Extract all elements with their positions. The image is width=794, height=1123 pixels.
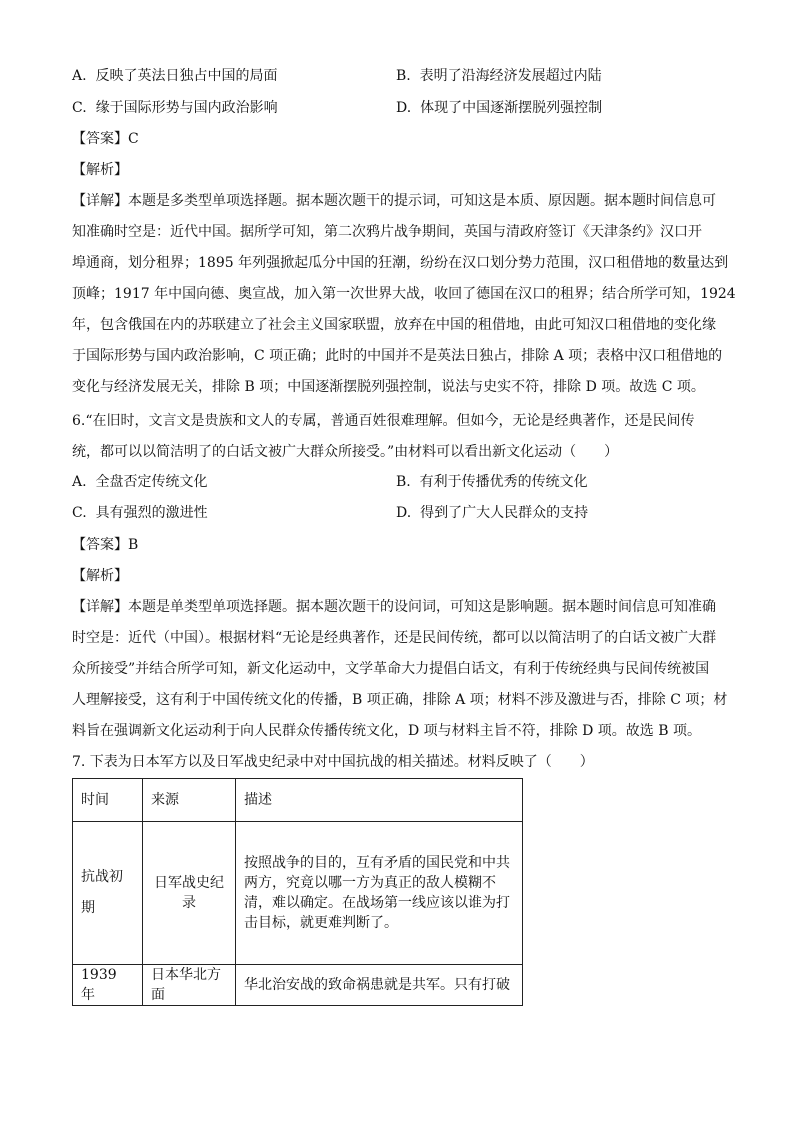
detail-line: 于国际形势与国内政治影响，C 项正确；此时的中国并不是英法日独占，排除 A 项；表格中汉口租借地的 xyxy=(72,348,723,364)
option-text: 体现了中国逐渐摆脱列强控制 xyxy=(420,100,603,116)
description-cell xyxy=(236,822,523,965)
detail-line: 埠通商，划分租界；1895 年列强掀起瓜分中国的狂潮，纷纷在汉口划分势力范围，汉口租借地的数量达到 xyxy=(72,255,729,271)
q6-option-c xyxy=(72,503,208,523)
detail-line: 料旨在强调新文化运动利于向人民群众传播传统文化，D 项与材料主旨不符，排除 D 项。故选 B 项。 xyxy=(72,723,701,739)
cell-line: 清，难以确定。在战场第一线应该以谁为打 xyxy=(244,895,510,911)
header-cell: 来源 xyxy=(143,779,236,822)
time-cell xyxy=(73,822,143,965)
option-key: B. xyxy=(396,474,411,490)
cell-line: 击目标，就更难判断了。 xyxy=(244,915,398,931)
option-key: C. xyxy=(72,100,87,116)
cell-line: 期 xyxy=(81,900,95,916)
q5-analysis-label: 【解析】 xyxy=(72,162,128,178)
detail-line: 知准确时空是：近代中国。据所学可知，第二次鸦片战争期间，英国与清政府签订《天津条约》汉口开 xyxy=(72,224,702,240)
source-cell: 日本华北方面 xyxy=(143,965,236,1006)
table-row xyxy=(73,965,523,1006)
stem-line: 统，都可以以简洁明了的白话文被广大群众所接受。”由材料可以看出新文化运动（ ） xyxy=(72,444,619,460)
header-cell: 描述 xyxy=(236,779,523,822)
q6-stem xyxy=(72,406,722,468)
q5-option-b xyxy=(396,66,602,86)
option-key: B. xyxy=(396,68,411,84)
detail-line: 【详解】本题是单类型单项选择题。据本题次题干的设问词，可知这是影响题。据本题时间信息可知准确 xyxy=(72,599,716,615)
description-cell: 华北治安战的致命祸患就是共军。只有打破 xyxy=(236,965,523,1006)
detail-line: 年，包含俄国在内的苏联建立了社会主义国家联盟，放弃在中国的租借地，由此可知汉口租借地的变化缘 xyxy=(72,317,716,333)
q5-option-a xyxy=(72,66,277,86)
option-text: 全盘否定传统文化 xyxy=(95,474,208,490)
header-cell: 时间 xyxy=(73,779,143,822)
time-cell: 1939 年 xyxy=(73,965,143,1006)
q7-stem: 7. 下表为日本军方以及日军战史纪录中对中国抗战的相关描述。材料反映了（ ） xyxy=(72,754,594,770)
cell-line: 按照战争的目的，互有矛盾的国民党和中共 xyxy=(244,855,510,871)
stem-line: 6.“在旧时，文言文是贵族和文人的专属，普通百姓很难理解。但如今，无论是经典著作，还是民间传 xyxy=(72,413,695,429)
q6-option-b xyxy=(396,472,588,492)
option-text: 反映了英法日独占中国的局面 xyxy=(95,68,278,84)
option-key: A. xyxy=(72,474,87,490)
q5-answer: 【答案】C xyxy=(72,131,139,147)
cell-line: 两方，究竟以哪一方为真正的敌人模糊不 xyxy=(244,875,496,891)
detail-line: 人理解接受，这有利于中国传统文化的传播，B 项正确，排除 A 项；材料不涉及激进与否，排除 C 项；材 xyxy=(72,692,728,708)
q6-option-d xyxy=(396,503,588,523)
q5-option-c xyxy=(72,98,278,118)
q6-answer: 【答案】B xyxy=(72,537,139,553)
detail-line: 变化与经济发展无关，排除 B 项；中国逐渐摆脱列强控制，说法与史实不符，排除 D 项。故选 C 项。 xyxy=(72,379,705,395)
option-key: D. xyxy=(396,100,412,116)
option-text: 有利于传播优秀的传统文化 xyxy=(419,474,588,490)
option-key: C. xyxy=(72,505,87,521)
source-cell: 日军战史纪录 xyxy=(143,822,236,965)
detail-line: 众所接受”并结合所学可知，新文化运动中，文学革命大力提倡白话文，有利于传统经典与民间传统被国 xyxy=(72,661,710,677)
option-key: A. xyxy=(72,68,87,84)
q6-option-a xyxy=(72,472,207,492)
q7-table xyxy=(72,778,523,1006)
detail-line: 顶峰；1917 年中国向德、奥宣战，加入第一次世界大战，收回了德国在汉口的租界；结合所学可知，1924 xyxy=(72,286,736,302)
detail-line: 时空是：近代（中国）。根据材料“无论是经典著作，还是民间传统，都可以以简洁明了的白话文被广大群 xyxy=(72,630,717,646)
option-text: 具有强烈的激进性 xyxy=(95,505,208,521)
q6-analysis-label: 【解析】 xyxy=(72,568,128,584)
table-header-row xyxy=(73,779,523,822)
option-text: 表明了沿海经济发展超过内陆 xyxy=(419,68,602,84)
option-text: 得到了广大人民群众的支持 xyxy=(420,505,589,521)
cell-line: 抗战初 xyxy=(81,869,123,885)
detail-line: 【详解】本题是多类型单项选择题。据本题次题干的提示词，可知这是本质、原因题。据本题时间信息可 xyxy=(72,193,716,209)
option-key: D. xyxy=(396,505,412,521)
q6-detail xyxy=(72,592,728,747)
table-row xyxy=(73,822,523,965)
q5-detail xyxy=(72,186,736,403)
q5-option-d xyxy=(396,98,602,118)
option-text: 缘于国际形势与国内政治影响 xyxy=(95,100,278,116)
